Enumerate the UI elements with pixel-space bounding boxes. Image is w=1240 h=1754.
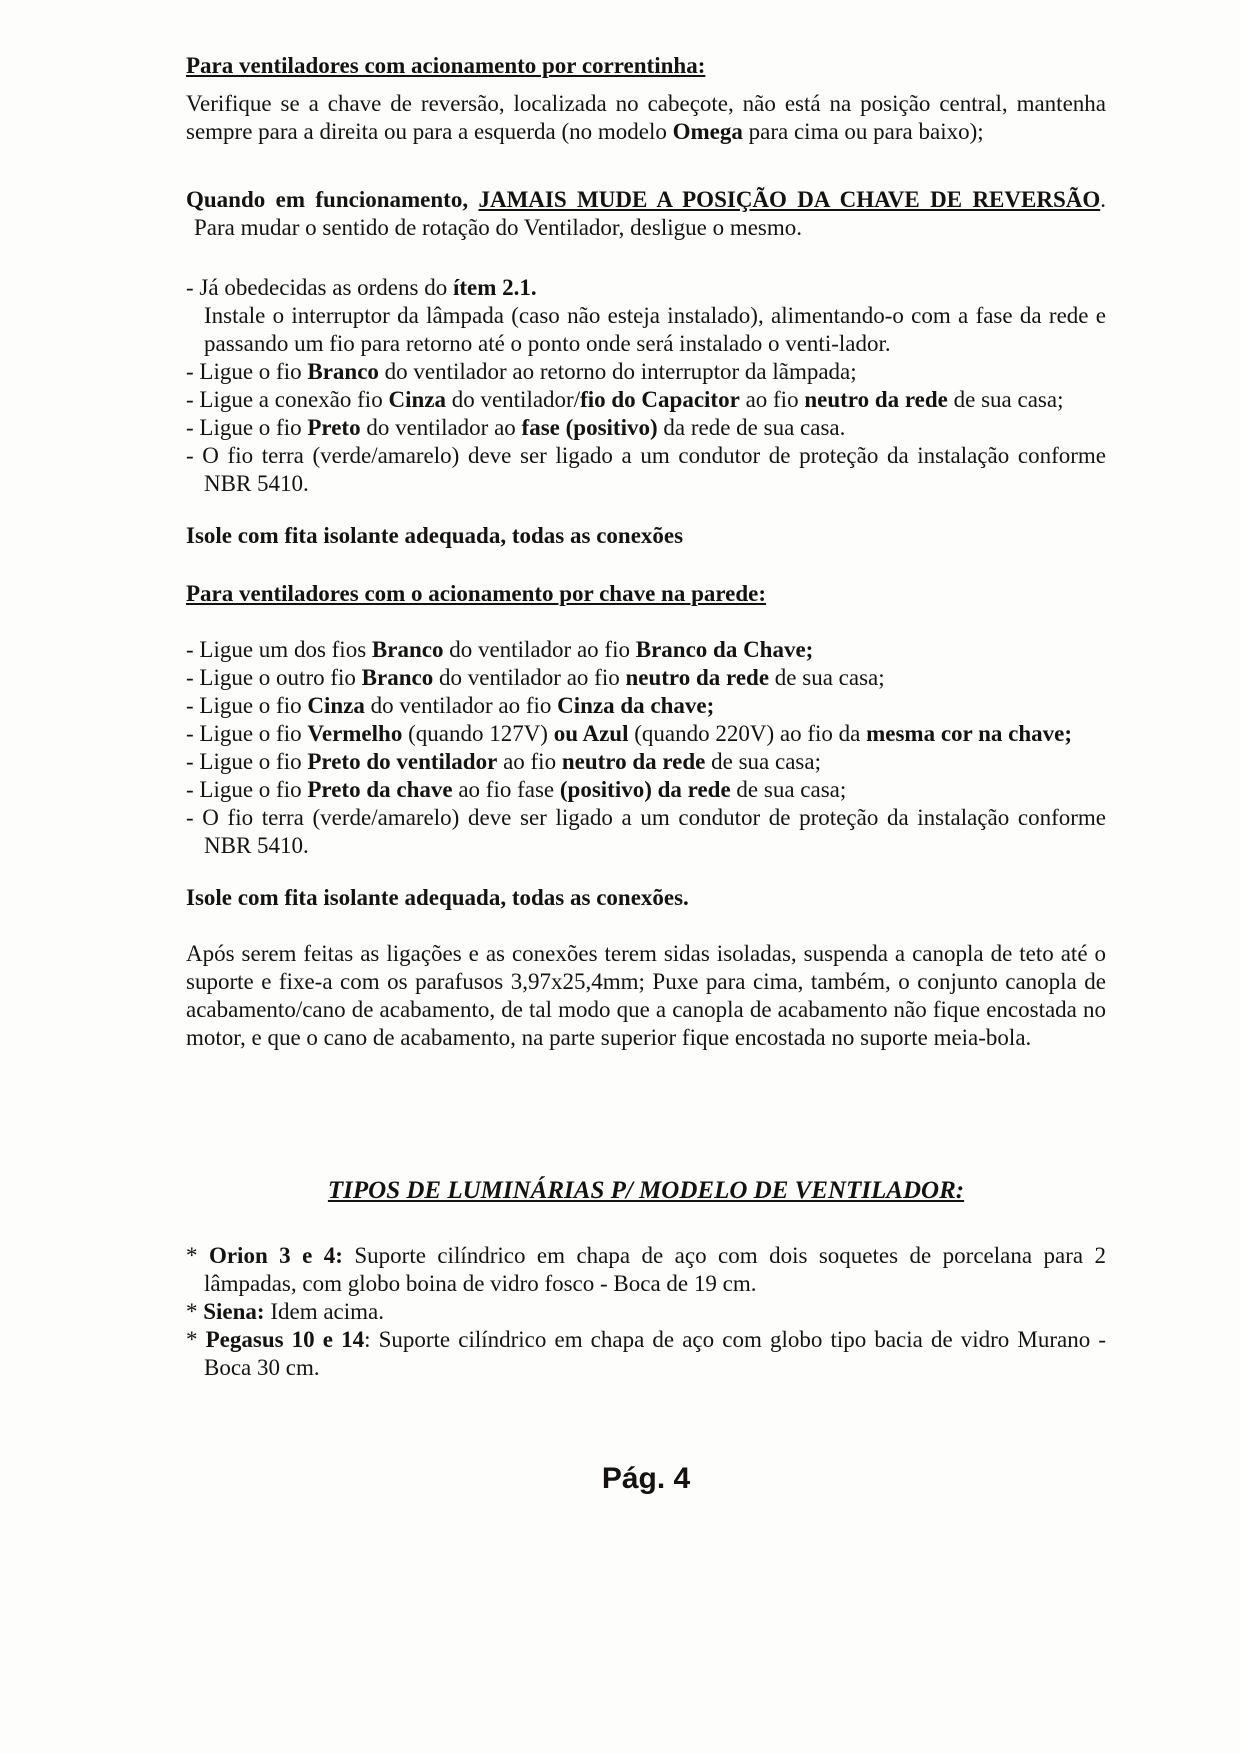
list-item [186,1326,1106,1382]
text-run: Branco [361,665,434,690]
text-run: Para ventiladores com o acionamento por chave na parede: [186,581,767,606]
list-item [186,720,1106,748]
text-run: Preto da chave [307,777,453,802]
text-run: Idem acima. [264,1299,385,1324]
text-run: . Para mudar o sentido de rotação do Ventilador, desligue o mesmo. [194,187,1106,240]
text-run: Cinza [388,387,446,412]
text-run: Pág. 4 [601,1462,691,1495]
text-run: do ventilador/ [445,387,581,412]
text-run: neutro da rede [561,749,706,774]
centered-heading [186,1176,1106,1206]
paragraph [186,90,1106,146]
text-run: Verifique se a chave de reversão, localizada no cabeçote, não está na posição central, mantenha sempre para a direita ou para a esquerda (no modelo [186,91,1106,144]
emphasis-note [186,522,1106,550]
list-item [186,776,1106,804]
text-run: Isole com fita isolante adequada, todas as conexões [186,523,684,548]
text-run: Omega [672,119,743,144]
text-run: - Ligue o fio [186,777,308,802]
text-run: (quando 220V) ao fio da [628,721,867,746]
list-item [186,442,1106,498]
text-run: - Ligue o fio [186,359,308,384]
paragraph [186,940,1106,1052]
text-run: - O fio terra (verde/amarelo) deve ser ligado a um condutor de proteção da instalação conforme NBR 5410. [186,443,1106,496]
text-run: * [186,1243,209,1268]
text-run: Branco [371,637,444,662]
text-run: ao fio [497,749,562,774]
text-run: : Suporte cilíndrico em chapa de aço com globo tipo bacia de vidro Murano - Boca 30 cm. [204,1327,1106,1380]
page-number [186,1462,1106,1496]
list-item [186,414,1106,442]
list-item [186,636,1106,664]
list-item [186,664,1106,692]
text-run: do ventilador ao fio [364,693,558,718]
text-run: - Ligue a conexão fio [186,387,389,412]
text-run: - Ligue o outro fio [186,665,362,690]
text-run: - O fio terra (verde/amarelo) deve ser ligado a um condutor de proteção da instalação conforme NBR 5410. [186,805,1106,858]
text-run: - Já obedecidas as ordens do [186,275,453,300]
text-run: Branco [307,359,379,384]
text-run: Quando em funcionamento, [186,187,479,212]
text-run: do ventilador ao [360,415,522,440]
text-run: Pegasus 10 e 14 [205,1327,365,1352]
text-run: Siena: [203,1299,265,1324]
list-item [186,1298,1106,1326]
paragraph [186,186,1106,242]
text-run: Após serem feitas as ligações e as conexões terem sidas isoladas, suspenda a canopla de teto até o suporte e fixe-a com os parafusos 3,97x25,4mm; Puxe para cima, também, o conjunto canopla de acabamento/cano de acabamento, de tal modo que a canopla de acabamento não fique encostada no motor, e que o cano de acabamento, na parte superior fique encostada no suporte meia-bola. [186,941,1106,1050]
text-run: Cinza [307,693,365,718]
section-heading [186,580,1106,608]
text-run: ítem 2.1. [452,275,537,300]
text-run: de sua casa; [947,387,1064,412]
list-item [186,386,1106,414]
list-item [186,804,1106,860]
text-run: Preto [307,415,361,440]
text-run: Preto do ventilador [307,749,498,774]
text-run: para cima ou para baixo); [742,119,984,144]
text-run: Instale o interruptor da lâmpada (caso não esteja instalado), alimentando-o com a fase da rede e passando um fio para retorno até o ponto onde será instalado o venti-lador. [204,303,1106,356]
text-run: Isole com fita isolante adequada, todas as conexões. [186,885,689,910]
list-item [186,1242,1106,1298]
text-run: do ventilador ao fio [443,637,636,662]
text-run: - Ligue o fio [186,415,308,440]
list-item-continuation [186,302,1106,358]
text-run: Orion 3 e 4: [208,1243,343,1268]
text-run: Para ventiladores com acionamento por correntinha: [186,53,706,78]
text-run: do ventilador ao fio [433,665,626,690]
text-run: - Ligue o fio [186,721,308,746]
text-run: Cinza da chave; [557,693,715,718]
text-run: de sua casa; [730,777,847,802]
text-run: Branco da Chave; [635,637,814,662]
text-run: neutro da rede [804,387,948,412]
text-run: * [186,1299,204,1324]
text-run: Vermelho [307,721,403,746]
text-run: TIPOS DE LUMINÁRIAS P/ MODELO DE VENTILADOR: [327,1177,965,1204]
text-run: da rede de sua casa. [657,415,846,440]
list-item [186,748,1106,776]
text-run: * [186,1327,206,1352]
text-run: ou Azul [553,721,629,746]
text-run: - Ligue um dos fios [186,637,372,662]
list-item [186,692,1106,720]
text-run: ao fio fase [452,777,560,802]
text-run: do ventilador ao retorno do interruptor da lãmpada; [378,359,857,384]
text-run: Suporte cilíndrico em chapa de aço com dois soquetes de porcelana para 2 lâmpadas, com globo boina de vidro fosco - Boca de 19 cm. [204,1243,1106,1296]
text-run: fase (positivo) [521,415,658,440]
text-run: - Ligue o fio [186,693,308,718]
list-item [186,358,1106,386]
emphasis-note [186,884,1106,912]
text-run: - Ligue o fio [186,749,308,774]
section-heading [186,52,1106,80]
text-run: (quando 127V) [402,721,554,746]
text-run: (positivo) da rede [559,777,731,802]
text-run: ao fio [739,387,805,412]
text-run: neutro da rede [625,665,770,690]
text-run: JAMAIS MUDE A POSIÇÃO DA CHAVE DE REVERSÃO [478,187,1101,212]
text-run: de sua casa; [769,665,885,690]
text-run: de sua casa; [705,749,821,774]
text-run: mesma cor na chave; [866,721,1072,746]
text-run: fio do Capacitor [580,387,740,412]
list-item [186,274,1106,302]
